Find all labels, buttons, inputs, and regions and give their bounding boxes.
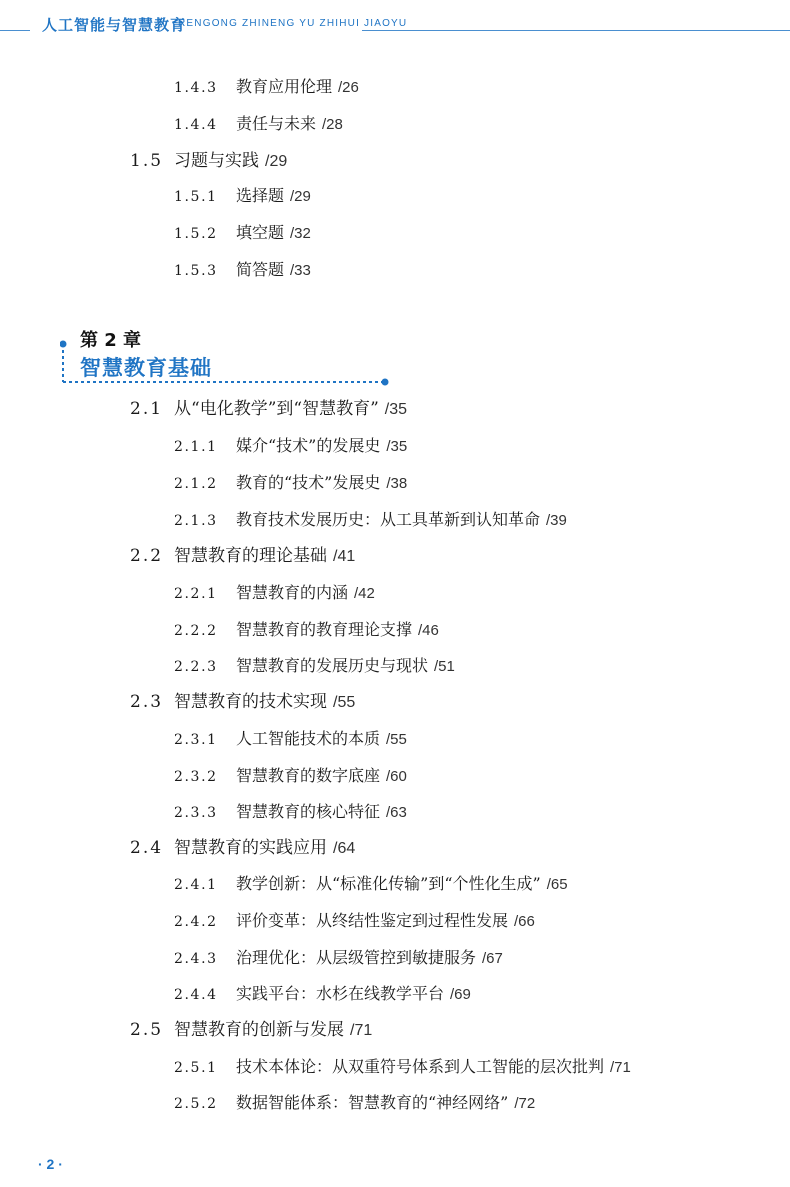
toc-number: 2.4 xyxy=(130,838,164,858)
toc-page: /41 xyxy=(333,548,356,565)
toc-title: 教育技术发展历史：从工具革新到认知革命 xyxy=(236,510,541,529)
toc-page: /46 xyxy=(418,622,439,639)
toc-title: 教学创新：从“标准化传输”到“个性化生成” xyxy=(236,874,541,893)
header-rule-right xyxy=(362,30,790,31)
toc-number: 1.4.4 xyxy=(174,117,218,133)
toc-number: 1.5.3 xyxy=(174,263,218,279)
toc-page: /28 xyxy=(322,116,343,133)
toc-page: /32 xyxy=(290,225,311,242)
toc-subsection-entry xyxy=(174,874,568,895)
toc-subsection-entry xyxy=(174,984,471,1005)
toc-title: 实践平台：水杉在线教学平台 xyxy=(236,984,445,1003)
toc-number: 2.1.3 xyxy=(174,513,218,529)
toc-title: 智慧教育的内涵 xyxy=(236,583,349,602)
toc-number: 1.5 xyxy=(130,151,164,171)
toc-page: /65 xyxy=(546,876,568,893)
toc-number: 2.3.3 xyxy=(174,805,218,821)
toc-page: /71 xyxy=(350,1022,373,1039)
toc-section-entry xyxy=(130,151,287,172)
toc-page: /39 xyxy=(546,512,567,529)
toc-title: 数据智能体系：智慧教育的“神经网络” xyxy=(236,1093,509,1112)
toc-number: 1.5.1 xyxy=(174,189,218,205)
toc-subsection-entry xyxy=(174,260,311,281)
page-number: · 2 · xyxy=(38,1156,63,1172)
toc-subsection-entry xyxy=(174,77,359,98)
toc-title: 评价变革：从终结性鉴定到过程性发展 xyxy=(236,911,509,930)
header-title-en: RENGONG ZHINENG YU ZHIHUI JIAOYU xyxy=(178,18,408,29)
toc-number: 2.4.4 xyxy=(174,987,218,1003)
toc-title: 媒介“技术”的发展史 xyxy=(236,436,381,455)
toc-number: 2.4.1 xyxy=(174,877,218,893)
toc-title: 治理优化：从层级管控到敏捷服务 xyxy=(236,948,477,967)
toc-title: 从“电化教学”到“智慧教育” xyxy=(174,399,379,419)
toc-subsection-entry xyxy=(174,620,439,641)
toc-number: 2.4.3 xyxy=(174,951,218,967)
toc-number: 2.2.3 xyxy=(174,659,218,675)
toc-subsection-entry xyxy=(174,948,503,969)
running-header xyxy=(0,0,790,44)
toc-title: 教育应用伦理 xyxy=(236,77,333,96)
toc-title: 智慧教育的发展历史与现状 xyxy=(236,656,429,675)
toc-page: /42 xyxy=(354,585,375,602)
toc-page: /55 xyxy=(333,694,356,711)
toc-page: /63 xyxy=(386,804,407,821)
toc-number: 1.5.2 xyxy=(174,226,218,242)
toc-title: 智慧教育的技术实现 xyxy=(174,692,327,712)
toc-number: 2.3 xyxy=(130,692,164,712)
toc-page: /55 xyxy=(386,731,407,748)
toc-page: /35 xyxy=(386,438,408,455)
toc-number: 2.5.1 xyxy=(174,1060,218,1076)
toc-subsection-entry xyxy=(174,436,407,457)
toc-page: /26 xyxy=(338,79,359,96)
toc-page: /64 xyxy=(333,840,356,857)
toc-number: 2.1 xyxy=(130,399,164,419)
toc-subsection-entry xyxy=(174,186,311,207)
toc-title: 责任与未来 xyxy=(236,114,317,133)
toc-section-entry xyxy=(130,838,355,859)
toc-page: /60 xyxy=(386,768,407,785)
toc-page: /33 xyxy=(290,262,311,279)
toc-page: /66 xyxy=(514,913,535,930)
chapter-title: 智慧教育基础 xyxy=(80,356,212,380)
toc-title: 选择题 xyxy=(236,186,285,205)
toc-title: 填空题 xyxy=(236,223,285,242)
toc-subsection-entry xyxy=(174,656,455,677)
toc-section-entry xyxy=(130,692,355,713)
toc-number: 2.1.2 xyxy=(174,476,218,492)
toc-number: 2.4.2 xyxy=(174,914,218,930)
toc-number: 1.4.3 xyxy=(174,80,218,96)
toc-section-entry xyxy=(130,546,355,567)
toc-subsection-entry xyxy=(174,223,311,244)
header-title-cn: 人工智能与智慧教育 xyxy=(42,16,187,34)
toc-number: 2.3.2 xyxy=(174,769,218,785)
toc-subsection-entry xyxy=(174,583,375,604)
toc-page: /29 xyxy=(290,188,311,205)
toc-title: 智慧教育的教育理论支撑 xyxy=(236,620,413,639)
toc-subsection-entry xyxy=(174,802,407,823)
toc-number: 2.3.1 xyxy=(174,732,218,748)
toc-page: /29 xyxy=(265,153,288,170)
toc-subsection-entry xyxy=(174,473,407,494)
toc-section-entry xyxy=(130,399,407,420)
toc-page: /51 xyxy=(434,658,455,675)
toc-number: 2.5 xyxy=(130,1020,164,1040)
toc-number: 2.2 xyxy=(130,546,164,566)
toc-page: /35 xyxy=(384,401,408,418)
toc-title: 智慧教育的创新与发展 xyxy=(174,1020,344,1040)
toc-page: /72 xyxy=(514,1095,536,1112)
toc-number: 2.2.1 xyxy=(174,586,218,602)
toc-page: /71 xyxy=(610,1059,631,1076)
toc-title: 智慧教育的核心特征 xyxy=(236,802,381,821)
toc-title: 人工智能技术的本质 xyxy=(236,729,381,748)
toc-number: 2.1.1 xyxy=(174,439,218,455)
toc-title: 智慧教育的实践应用 xyxy=(174,838,327,858)
toc-title: 简答题 xyxy=(236,260,285,279)
toc-page: /69 xyxy=(450,986,471,1003)
toc-subsection-entry xyxy=(174,766,407,787)
toc-title: 习题与实践 xyxy=(174,151,259,171)
chapter-label: 第 2 章 xyxy=(80,330,142,351)
toc-page: /67 xyxy=(482,950,503,967)
toc-title: 智慧教育的数字底座 xyxy=(236,766,381,785)
toc-subsection-entry xyxy=(174,1093,535,1114)
header-rule-left xyxy=(0,30,30,31)
toc-subsection-entry xyxy=(174,1057,631,1078)
toc-title: 智慧教育的理论基础 xyxy=(174,546,327,566)
toc-subsection-entry xyxy=(174,729,407,750)
toc-subsection-entry xyxy=(174,114,343,135)
toc-title: 教育的“技术”发展史 xyxy=(236,473,381,492)
toc-subsection-entry xyxy=(174,911,535,932)
toc-subsection-entry xyxy=(174,510,567,531)
toc-number: 2.2.2 xyxy=(174,623,218,639)
toc-number: 2.5.2 xyxy=(174,1096,218,1112)
toc-section-entry xyxy=(130,1020,372,1041)
toc-page: /38 xyxy=(386,475,408,492)
toc-title: 技术本体论：从双重符号体系到人工智能的层次批判 xyxy=(236,1057,605,1076)
